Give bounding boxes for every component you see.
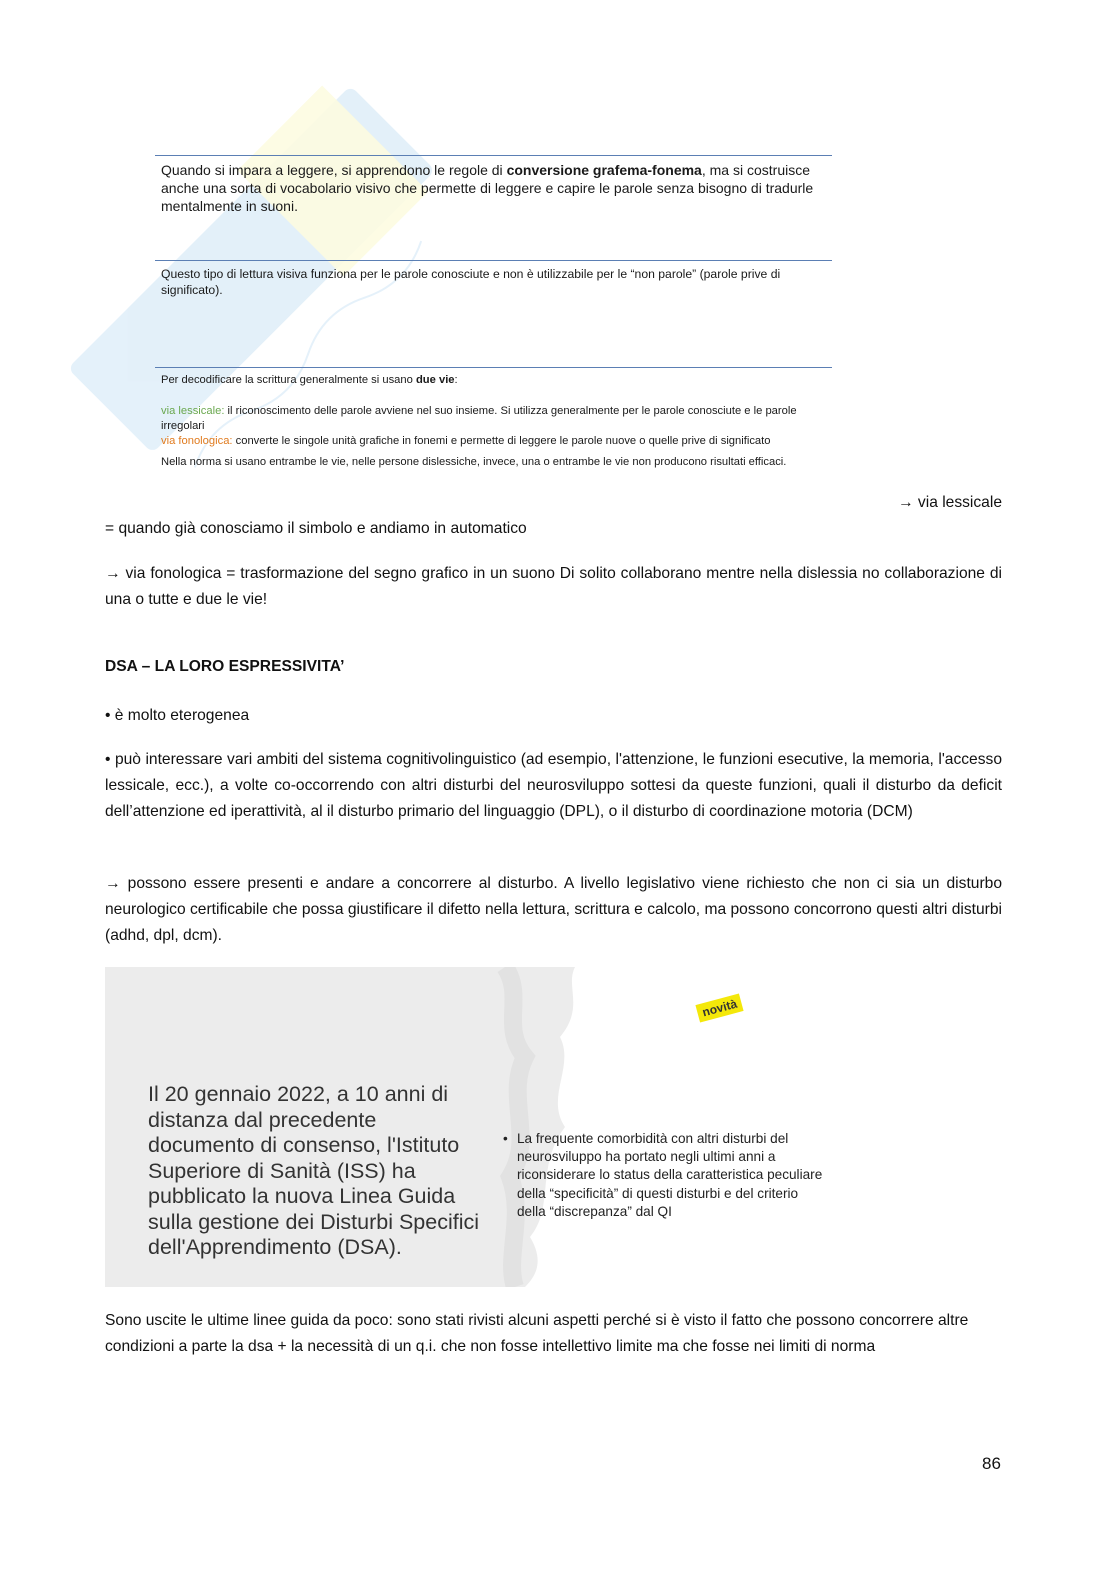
section-heading: DSA – LA LORO ESPRESSIVITA’ [105,658,345,675]
divider-line [155,367,832,368]
slide-paragraph-3: Per decodificare la scrittura generalmente si usano due vie: [161,374,458,386]
via-fonologica-item: via fonologica: converte le singole unità grafiche in fonemi e permette di leggere le parole nuove o quelle prive di significato [161,435,771,447]
via-lessicale-label: via lessicale: [161,405,225,417]
final-paragraph: Sono uscite le ultime linee guida da poco: sono stati rivisti alcuni aspetti perché si è visto il fatto che possono concorrere altre condizioni a parte la dsa + la necessità di un q.i. che non fosse intellettivo limite ma che fosse nei limiti di norma [105,1312,969,1355]
arrow-paragraph: → possono essere presenti e andare a concorrere al disturbo. A livello legislativo viene richiesto che non ci sia un disturbo neurologico certificabile che possa giustificare il difetto nella lettura, scrittura e calcolo, ma possono concorrono questi altri disturbi (adhd, dpl, dcm). [105,875,1002,944]
fonologica-paragraph: → via fonologica = trasformazione del segno grafico in un suono Di solito collaborano mentre nella dislessia no collaborazione di una o tutte e due le vie! [105,565,1002,608]
divider-line [155,155,832,156]
slide-paragraph-2: Questo tipo di lettura visiva funziona per le parole conosciute e non è utilizzabile per le “non parole” (parole prive di significato). [161,267,781,297]
novita-badge: novità [695,993,743,1022]
via-lessicale-item: via lessicale: il riconoscimento delle parole avviene nel suo insieme. Si utilizza generalmente per le parole conosciute e le parole irregolari [161,405,797,432]
arrow-via-lessicale: → via lessicale [898,494,1002,511]
slide-paragraph-6: Nella norma si usano entrambe le vie, nelle persone dislessiche, invece, una o entrambe le vie non producono risultati efficaci. [161,456,787,468]
bullet-ambiti: • può interessare vari ambiti del sistema cognitivolinguistico (ad esempio, l'attenzione, le funzioni esecutive, la memoria, l'accesso lessicale, ecc.), a volte co-occorrendo con altri disturbi del neurosviluppo sottesi da queste funzioni, quali il disturbo da deficit dell’attenzione ed iperattività, al il disturbo primario del linguaggio (DPL), o il disturbo di coordinazione motoria (DCM) [105,751,1002,820]
highlight-conversione: conversione grafema-fonema [506,162,702,178]
bullet-eterogenea: • è molto eterogenea [105,707,250,724]
bullet-dot: • [503,1131,508,1146]
image-right-bullet: • La frequente comorbidità con altri disturbi del neurosviluppo ha portato negli ultimi anni a riconsiderare lo status della caratteristica peculiare della “specificità” di questi disturbi e del criterio della “discrepanza” dal QI [503,1131,823,1219]
page-number: 86 [982,1454,1001,1473]
lessicale-definition: = quando già conosciamo il simbolo e andiamo in automatico [105,520,527,537]
divider-line [155,260,832,261]
slide-paragraph-1: Quando si impara a leggere, si apprendono le regole di conversione grafema-fonema, ma si costruisce anche una sorta di vocabolario visivo che permette di leggere e capire le parole senza bisogno di tradurle mentalmente in suoni. [161,162,814,214]
slide-image [105,967,1003,1287]
via-fonologica-label: via fonologica: [161,435,233,447]
image-left-text: Il 20 gennaio 2022, a 10 anni di distanza dal precedente documento di consenso, l'Istituto Superiore di Sanità (ISS) ha pubblicato la nuova Linea Guida sulla gestione dei Disturbi Specifici dell'Apprendimento (DSA). [148,1082,480,1259]
